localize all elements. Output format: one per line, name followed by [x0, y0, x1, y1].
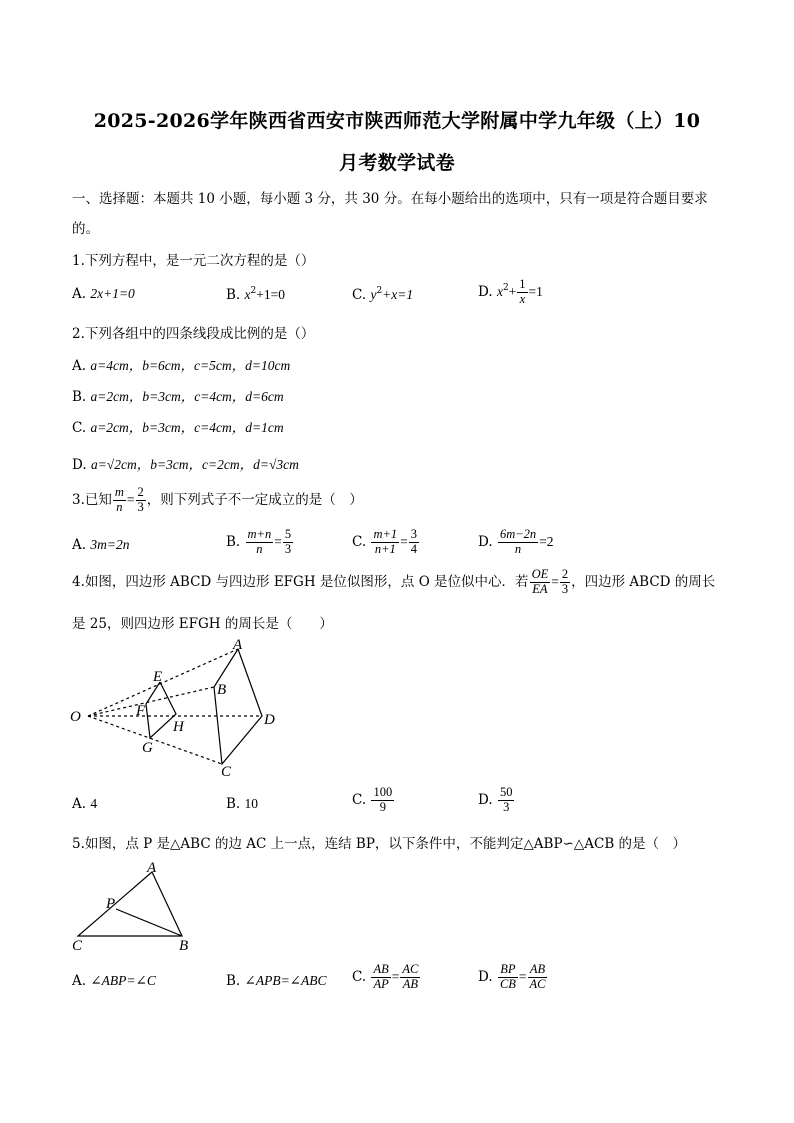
q3-stem-rden: 3 — [137, 499, 144, 514]
exam-title-line1: 2025-2026学年陕西省西安市陕西师范大学附属中学九年级（上）10 — [93, 110, 701, 132]
q5-option-d — [478, 963, 549, 992]
q3-option-a — [72, 537, 129, 553]
q4-option-d-num: 50 — [499, 785, 513, 799]
q3-option-b-label: B. — [226, 533, 241, 550]
q1-option-c-label: C. — [352, 287, 367, 303]
q4-stem-line1 — [72, 568, 715, 597]
section-intro-line2: 的。 — [72, 221, 99, 237]
q3-option-d-fraction — [498, 528, 538, 557]
q5-option-d-num1: BP — [500, 962, 516, 976]
q5-label-P: P — [106, 896, 116, 912]
q3-option-b-rnum: 5 — [284, 527, 292, 541]
q5-option-a-expr: ∠ABP=∠C — [90, 973, 156, 988]
q3-option-c-fraction — [371, 528, 399, 557]
q3-option-a-label: A. — [72, 537, 87, 553]
q4-option-c — [352, 786, 395, 815]
q2-option-a-label: A. — [72, 358, 87, 374]
q5-option-c-num1: AB — [373, 962, 389, 976]
q5-option-b-label: B. — [226, 973, 241, 989]
q4-label-E: E — [153, 669, 163, 685]
q3-option-c-num: m+1 — [373, 527, 398, 541]
q3-option-b-rden: 3 — [284, 541, 292, 556]
section-intro-line1: 一、选择题：本题共 10 小题，每小题 3 分，共 30 分。在每小题给出的选项中，只有一项是符合题目要求 — [72, 191, 708, 207]
q3-option-d-rest: =2 — [539, 533, 554, 549]
q3-stem-num: m — [114, 485, 124, 499]
q4-option-d-label: D. — [478, 791, 493, 808]
q1-option-b-base: x — [244, 287, 251, 302]
q5-option-d-eq: = — [518, 968, 527, 984]
q1-option-c-base: y — [370, 287, 377, 302]
q1-option-c-rest: +x=1 — [382, 287, 414, 302]
q5-figure — [66, 856, 206, 956]
q5-option-a-label: A. — [72, 973, 87, 989]
q1-option-d-num: 1 — [519, 277, 526, 291]
q4-stem-post: ，四边形 ABCD 的周长 — [571, 573, 716, 590]
q4-option-b-value: 10 — [244, 796, 259, 811]
q3-option-c — [352, 528, 420, 557]
q1-option-d-plus: + — [508, 283, 517, 299]
q4-label-G: G — [142, 740, 153, 756]
q2-option-c-label: C. — [72, 420, 87, 436]
q1-option-a-label: A. — [72, 286, 87, 302]
q1-option-b-rest: +1=0 — [256, 287, 285, 302]
q5-option-d-num2: AB — [529, 962, 546, 976]
q2-option-d — [72, 453, 299, 473]
q2-option-b-label: B. — [72, 389, 87, 405]
q3-option-b-eq: = — [274, 533, 282, 549]
q3-stem-eq: = — [126, 491, 135, 507]
q2-option-a-text: a=4cm，b=6cm，c=5cm，d=10cm — [90, 358, 291, 373]
q4-stem-line2: 是 25，则四边形 EFGH 的周长是（ ） — [72, 616, 333, 632]
q5-option-c-fraction1 — [371, 963, 390, 992]
q2-option-c-text: a=2cm，b=3cm，c=4cm，d=1cm — [90, 420, 284, 435]
q3-option-d-label: D. — [478, 533, 493, 550]
q2-option-a — [72, 354, 290, 374]
q5-option-c-fraction2 — [400, 963, 420, 992]
q4-label-B: B — [217, 682, 227, 698]
q2-option-d-label: D. — [72, 457, 87, 473]
q2-option-d-text: a=√2cm，b=3cm，c=2cm，d=√3cm — [90, 457, 299, 472]
q5-option-c — [352, 963, 421, 992]
q1-option-d-den: x — [519, 291, 526, 306]
q1-option-d-fraction — [517, 278, 527, 307]
q4-option-b-label: B. — [226, 796, 241, 812]
q5-option-a — [72, 973, 156, 989]
q5-option-b-expr: ∠APB=∠ABC — [244, 973, 327, 988]
q1-option-d-rest: =1 — [528, 283, 543, 299]
q4-option-a-value: 4 — [90, 796, 98, 811]
q4-figure — [66, 636, 286, 786]
q2-option-c — [72, 416, 284, 436]
q3-option-c-eq: = — [400, 533, 408, 549]
q5-option-d-den1: CB — [499, 976, 516, 991]
q3-option-d-num: 6m−2n — [499, 527, 537, 541]
q4-option-c-label: C. — [352, 791, 367, 808]
q3-option-b-fraction — [246, 528, 274, 557]
q5-option-b — [226, 973, 327, 989]
q5-option-c-num2: AC — [402, 962, 419, 976]
q1-option-b-label: B. — [226, 287, 241, 303]
q1-option-d-label: D. — [478, 283, 493, 300]
q3-option-b — [226, 528, 294, 557]
q1-option-d — [478, 278, 543, 307]
q4-line-OB — [88, 687, 214, 716]
q5-option-c-den1: AP — [373, 976, 389, 991]
q3-option-b-num: m+n — [247, 527, 272, 541]
q4-stem-pre: 4.如图，四边形 ABCD 与四边形 EFGH 是位似图形，点 O 是位似中心．若 — [72, 573, 529, 590]
q3-stem-fraction — [113, 486, 126, 515]
q1-option-d-base: x — [496, 283, 503, 299]
q5-option-c-den2: AB — [402, 976, 418, 991]
q5-label-A: A — [147, 860, 157, 876]
q5-option-c-label: C. — [352, 968, 367, 985]
q3-option-c-label: C. — [352, 533, 367, 550]
q3-option-b-rfraction — [283, 528, 293, 557]
q1-option-a — [72, 286, 135, 302]
q4-option-c-den: 9 — [379, 799, 386, 814]
q3-stem-den: n — [116, 499, 123, 514]
q1-option-c-exp: 2 — [376, 286, 383, 296]
q5-option-d-label: D. — [478, 968, 493, 985]
q5-option-d-den2: AC — [529, 976, 546, 991]
q2-option-b — [72, 385, 284, 405]
q4-stem-rden: 3 — [561, 581, 569, 596]
q1-stem: 1.下列方程中，是一元二次方程的是（） — [72, 253, 315, 269]
q3-stem-rnum: 2 — [137, 485, 144, 499]
q3-option-c-rnum: 3 — [410, 527, 418, 541]
q5-option-d-fraction2 — [528, 963, 548, 992]
q4-label-C: C — [221, 764, 232, 780]
q5-label-C: C — [72, 938, 83, 954]
q1-option-a-expr: 2x+1=0 — [90, 286, 135, 301]
q4-stem-den: EA — [532, 581, 548, 596]
q4-option-c-num: 100 — [373, 785, 393, 799]
q5-stem: 5.如图，点 P 是△ABC 的边 AC 上一点，连结 BP，以下条件中，不能判定△ABP∽△ACB 的是（ ） — [72, 836, 687, 852]
q3-option-a-expr: 3m=2n — [90, 537, 130, 552]
q4-stem-eq: = — [551, 573, 559, 589]
q3-stem-pre: 3.已知 — [72, 491, 112, 508]
q2-stem: 2.下列各组中的四条线段成比例的是（） — [72, 326, 315, 342]
q1-option-c — [352, 286, 413, 303]
q5-option-d-fraction1 — [498, 963, 518, 992]
q3-stem — [72, 486, 363, 515]
q4-stem-fraction — [530, 568, 551, 597]
q4-option-d-fraction — [498, 786, 515, 815]
q4-option-d — [478, 786, 515, 815]
q4-option-a — [72, 796, 97, 812]
q3-option-d — [478, 528, 554, 557]
q4-label-H: H — [173, 719, 184, 735]
q4-stem-rnum: 2 — [561, 567, 569, 581]
q5-triangle-ABC — [78, 872, 182, 936]
q4-stem-num: OE — [531, 567, 549, 581]
q4-option-d-den: 3 — [503, 799, 510, 814]
q4-option-a-label: A. — [72, 796, 87, 812]
q3-option-b-den: n — [256, 541, 263, 556]
q1-option-b — [226, 286, 285, 303]
q5-option-c-eq: = — [391, 968, 400, 984]
q3-option-c-rfraction — [409, 528, 419, 557]
q2-option-b-text: a=2cm，b=3cm，c=4cm，d=6cm — [90, 389, 284, 404]
q4-option-b — [226, 796, 258, 812]
q4-label-A: A — [233, 637, 243, 653]
q3-stem-post: ，则下列式子不一定成立的是（ ） — [146, 491, 363, 508]
q1-option-b-exp: 2 — [250, 286, 257, 296]
q5-segment-BP — [116, 909, 182, 936]
q4-label-D: D — [264, 712, 275, 728]
q3-option-c-rden: 4 — [410, 541, 418, 556]
q4-quad-ABCD — [214, 649, 262, 764]
q4-stem-rfraction — [560, 568, 570, 597]
q4-option-c-fraction — [371, 786, 394, 815]
q3-stem-rfraction — [136, 486, 146, 515]
q4-quad-EFGH — [146, 682, 176, 738]
q3-option-d-den: n — [514, 541, 522, 556]
q5-label-B: B — [179, 938, 189, 954]
q4-label-O: O — [70, 709, 81, 725]
exam-title-line2: 月考数学试卷 — [339, 152, 455, 174]
q1-option-d-exp: 2 — [502, 282, 509, 293]
q4-label-F: F — [136, 703, 146, 719]
q3-option-c-den: n+1 — [374, 541, 396, 556]
q4-line-OC — [88, 716, 222, 764]
